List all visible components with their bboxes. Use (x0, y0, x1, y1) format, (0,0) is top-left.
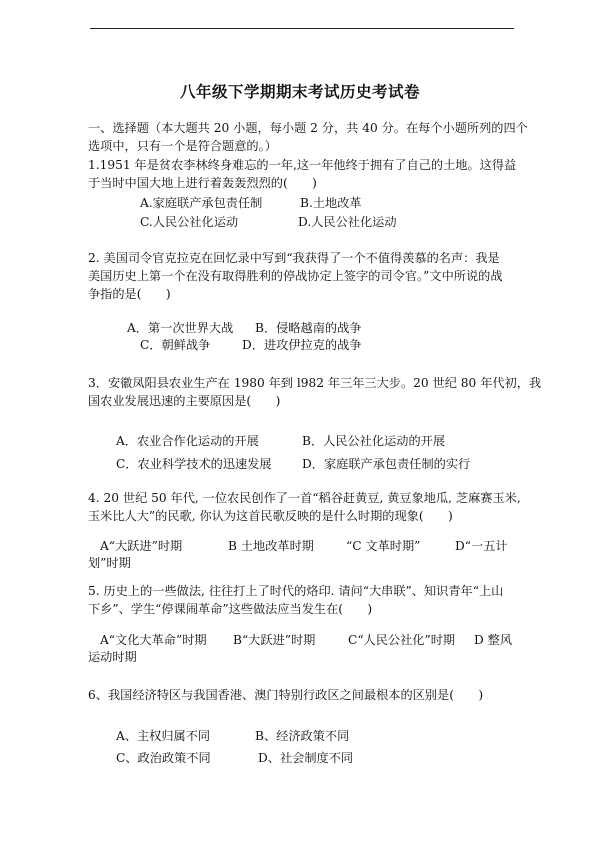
question-6-option-b[interactable]: B、经济政策不同 (255, 729, 350, 743)
question-3-option-b[interactable]: B．人民公社化运动的开展 (302, 434, 446, 448)
question-1-option-c[interactable]: C.人民公社化运动 (140, 215, 239, 229)
exam-title: 八年级下学期期末考试历史考试卷 (179, 82, 420, 101)
question-4-line-2: 玉米比人大”的民歌, 你认为这首民歌反映的是什么时期的现象( ) (88, 509, 453, 523)
question-4-line-1: 4. 20 世纪 50 年代, 一位农民创作了一首“稻谷赶黄豆, 黄豆象地瓜, 芝麻赛玉米, (88, 491, 521, 505)
question-5-line-1: 5. 历史上的一些做法, 往往打上了时代的烙印. 请问“大串联”、知识青年“上山 (88, 584, 504, 598)
question-4-option-c[interactable]: “C 文革时期” (346, 539, 421, 553)
question-1-option-d[interactable]: D.人民公社化运动 (298, 215, 397, 229)
question-2-line-1: 2. 美国司令官克拉克在回忆录中写到“我获得了一个不值得羡慕的名声：我是 (88, 251, 500, 265)
question-3-option-a[interactable]: A．农业合作化运动的开展 (116, 434, 259, 448)
question-2-option-b[interactable]: B．侵略越南的战争 (255, 321, 362, 335)
question-4-option-d[interactable]: D“一五计 (455, 539, 508, 553)
question-4-option-a[interactable]: A“大跃进”时期 (100, 539, 183, 553)
question-5-option-a[interactable]: A“文化大革命”时期 (100, 633, 207, 647)
question-6-option-c[interactable]: C、政治政策不同 (116, 751, 211, 765)
question-5-option-d-continued: 运动时期 (88, 650, 137, 664)
question-2-line-2: 美国历史上第一个在没有取得胜利的停战协定上签字的司令官。”文中所说的战 (88, 269, 503, 283)
section-intro-line-2: 选项中，只有一个是符合题意的。） (88, 139, 277, 153)
question-2-line-3: 争指的是( ) (88, 287, 171, 301)
question-4-option-d-continued: 划”时期 (88, 556, 131, 570)
question-1-line-2: 于当时中国大地上进行着轰轰烈烈的( ) (88, 176, 317, 190)
question-2-option-d[interactable]: D．进攻伊拉克的战争 (242, 338, 362, 352)
question-6-line-1: 6、我国经济特区与我国香港、澳门特别行政区之间最根本的区别是( ) (88, 688, 484, 702)
question-3-line-1: 3．安徽凤阳县农业生产在 1980 年到 l982 年三年三大步。20 世纪 80 年代初，我 (88, 376, 542, 390)
question-5-option-c[interactable]: C“人民公社化”时期 (348, 633, 456, 647)
question-3-line-2: 国农业发展迅速的主要原因是( ) (88, 394, 281, 408)
question-6-option-a[interactable]: A、主权归属不同 (116, 729, 211, 743)
question-1-option-b[interactable]: B.土地改革 (300, 196, 362, 210)
question-2-option-a[interactable]: A．第一次世界大战 (127, 321, 234, 335)
question-5-option-b[interactable]: B“大跃进”时期 (233, 633, 316, 647)
question-5-option-d[interactable]: D 整风 (474, 633, 513, 647)
question-2-option-c[interactable]: C．朝鲜战争 (140, 338, 211, 352)
question-3-option-c[interactable]: C．农业科学技术的迅速发展 (116, 457, 272, 471)
question-1-line-1: 1.1951 年是贫农李林终身难忘的一年,这一年他终于拥有了自己的土地。这得益 (88, 158, 517, 172)
question-1-option-a[interactable]: A.家庭联产承包责任制 (140, 196, 263, 210)
top-rule (90, 28, 514, 29)
question-6-option-d[interactable]: D、社会制度不同 (258, 751, 354, 765)
question-5-line-2: 下乡”、学生“停课闹革命”这些做法应当发生在( ) (88, 602, 373, 616)
question-4-option-b[interactable]: B 土地改革时期 (228, 539, 314, 553)
section-intro-line-1: 一、选择题（本大题共 20 小题，每小题 2 分，共 40 分。在每个小题所列的四个 (88, 121, 528, 135)
question-3-option-d[interactable]: D．家庭联产承包责任制的实行 (302, 457, 471, 471)
